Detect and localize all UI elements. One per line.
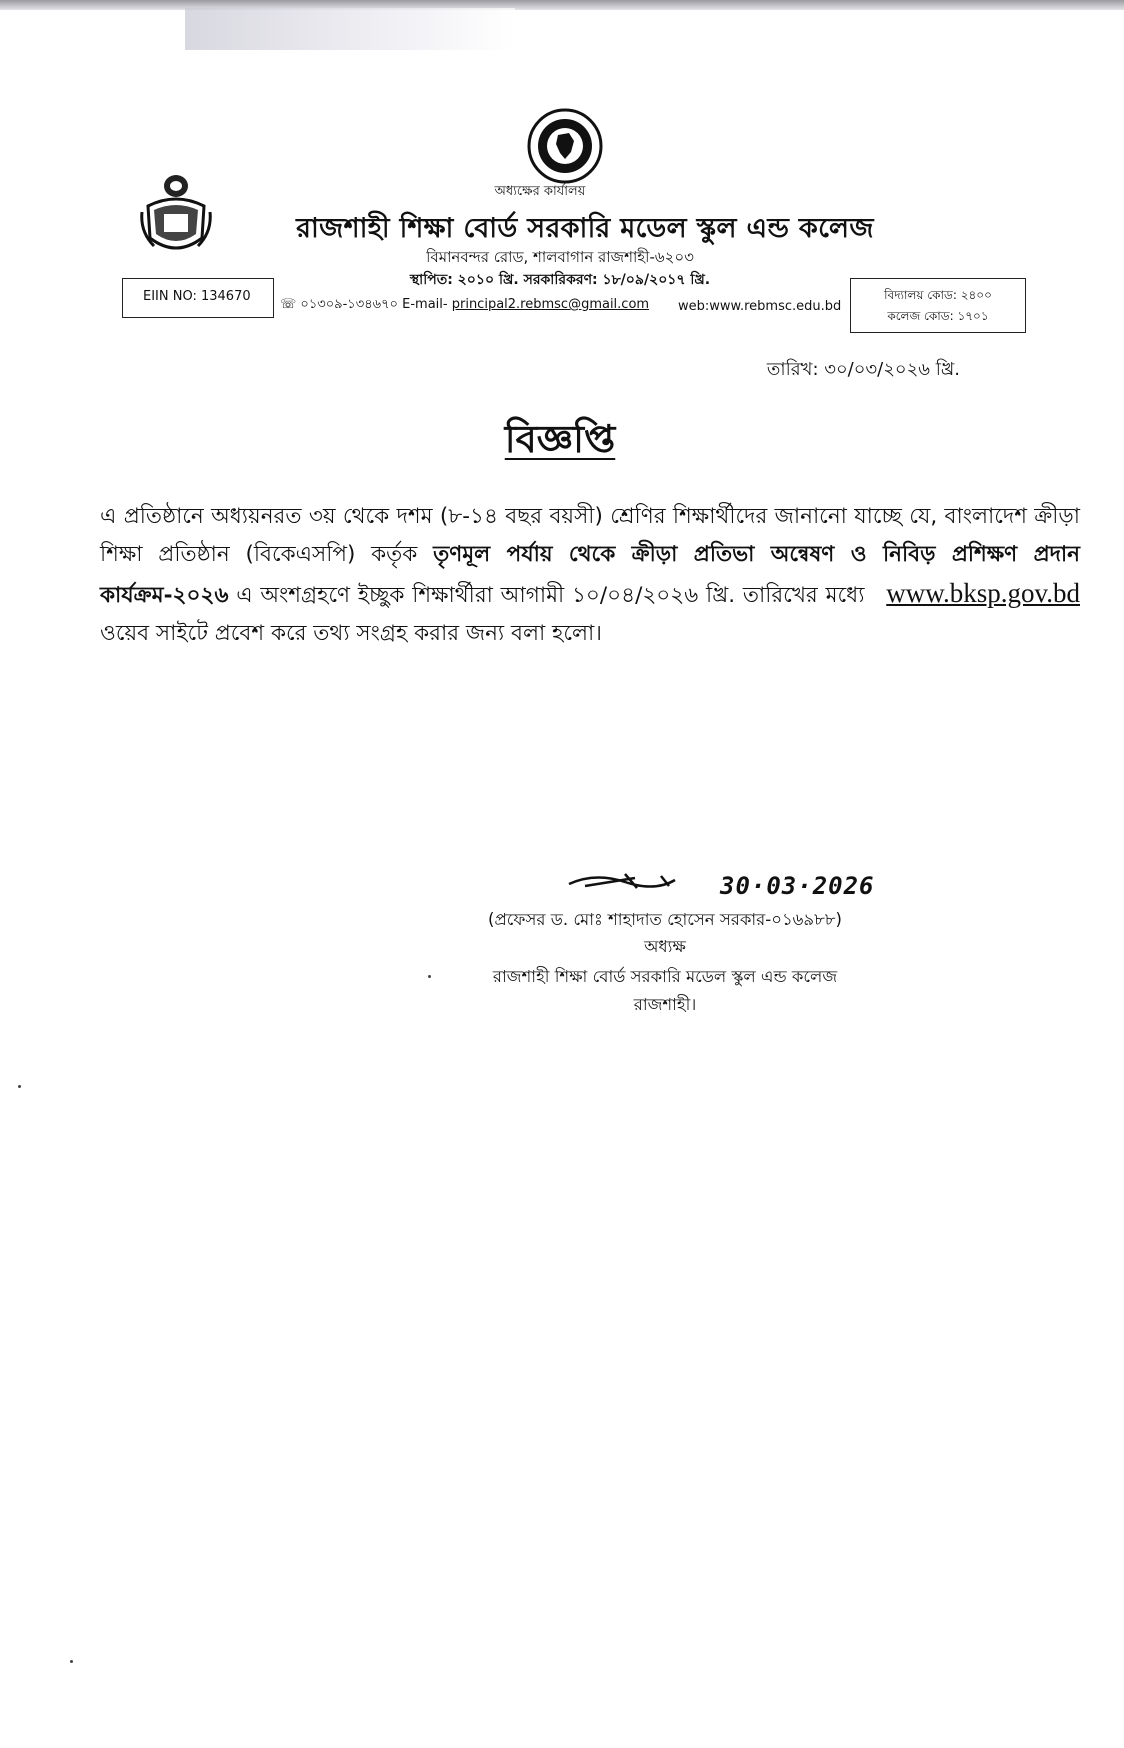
notice-body [100, 498, 1080, 653]
phone-number: ☏ ০১৩০৯-১৩৪৬৭০ [280, 297, 398, 312]
government-emblem-icon [527, 108, 603, 184]
scan-top-edge [0, 0, 1124, 10]
notice-text-part1: এ প্রতিষ্ঠানে অধ্যয়নরত ৩য় থেকে দশম (৮-১৪ বছর বয়সী) শ্রেণির শিক্ষার্থীদের জানানো যাচ্ছে যে, বাংলাদেশ ক্রীড়া শিক্ষা প্রতিষ্ঠান (বিকেএসপি) কর্তৃক [100, 504, 1080, 567]
contact-line [280, 295, 649, 316]
scan-speck [18, 1085, 21, 1088]
establishment-info: স্থাপিত: ২০১০ খ্রি. সরকারিকরণ: ১৮/০৯/২০১৭ খ্রি. [409, 272, 711, 288]
eiin-box [122, 278, 274, 318]
eiin-number: EIIN NO: 134670 [143, 289, 251, 304]
office-label: অধ্যক্ষের কার্যালয় [494, 184, 586, 199]
website-link[interactable]: web:www.rebmsc.edu.bd [678, 299, 842, 314]
school-emblem-icon [140, 172, 212, 258]
email-link[interactable]: principal2.rebmsc@gmail.com [451, 297, 650, 312]
signatory-name: (প্রফেসর ড. মোঃ শাহাদাত হোসেন সরকার-০১৬৯৮৮) [488, 910, 842, 929]
notice-title-text: বিজ্ঞপ্তি [504, 417, 616, 461]
notice-date: তারিখ: ৩০/০৩/২০২৬ খ্রি. [766, 359, 960, 380]
signatory-institution: রাজশাহী শিক্ষা বোর্ড সরকারি মডেল স্কুল এন্ড কলেজ [492, 967, 838, 986]
notice-title [420, 410, 700, 474]
signature-date: 30·03·2026 [720, 872, 875, 900]
signatory-city: রাজশাহী। [633, 995, 697, 1014]
notice-text-part3: ওয়েব সাইটে প্রবেশ করে তথ্য সংগ্রহ করার জন্য বলা হলো। [100, 621, 602, 646]
institution-name: রাজশাহী শিক্ষা বোর্ড সরকারি মডেল স্কুল এন্ড কলেজ [296, 213, 874, 244]
institution-codes-box [850, 278, 1026, 333]
school-code: বিদ্যালয় কোড: ২৪০০ [884, 288, 992, 302]
scan-shadow [185, 8, 515, 50]
email-label: E-mail- [402, 297, 448, 312]
scan-speck [428, 975, 431, 978]
scan-speck [70, 1660, 73, 1663]
notice-text-part2: এ অংশগ্রহণে ইচ্ছুক শিক্ষার্থীরা আগামী ১০/০৪/২০২৬ খ্রি. তারিখের মধ্যে [236, 583, 865, 608]
college-code: কলেজ কোড: ১৭০১ [887, 309, 989, 323]
institution-address: বিমানবন্দর রোড, শালবাগান রাজশাহী-৬২০৩ [426, 248, 694, 266]
signature-scribble [565, 868, 705, 894]
bksp-website-link[interactable]: www.bksp.gov.bd [886, 578, 1080, 608]
notice-program-name: তৃণমূল পর্যায় থেকে ক্রীড়া প্রতিভা অন্বেষণ ও নিবিড় প্রশিক্ষণ প্রদান কার্যক্রম-২০২৬ [100, 542, 1080, 608]
signatory-title: অধ্যক্ষ [644, 937, 686, 956]
